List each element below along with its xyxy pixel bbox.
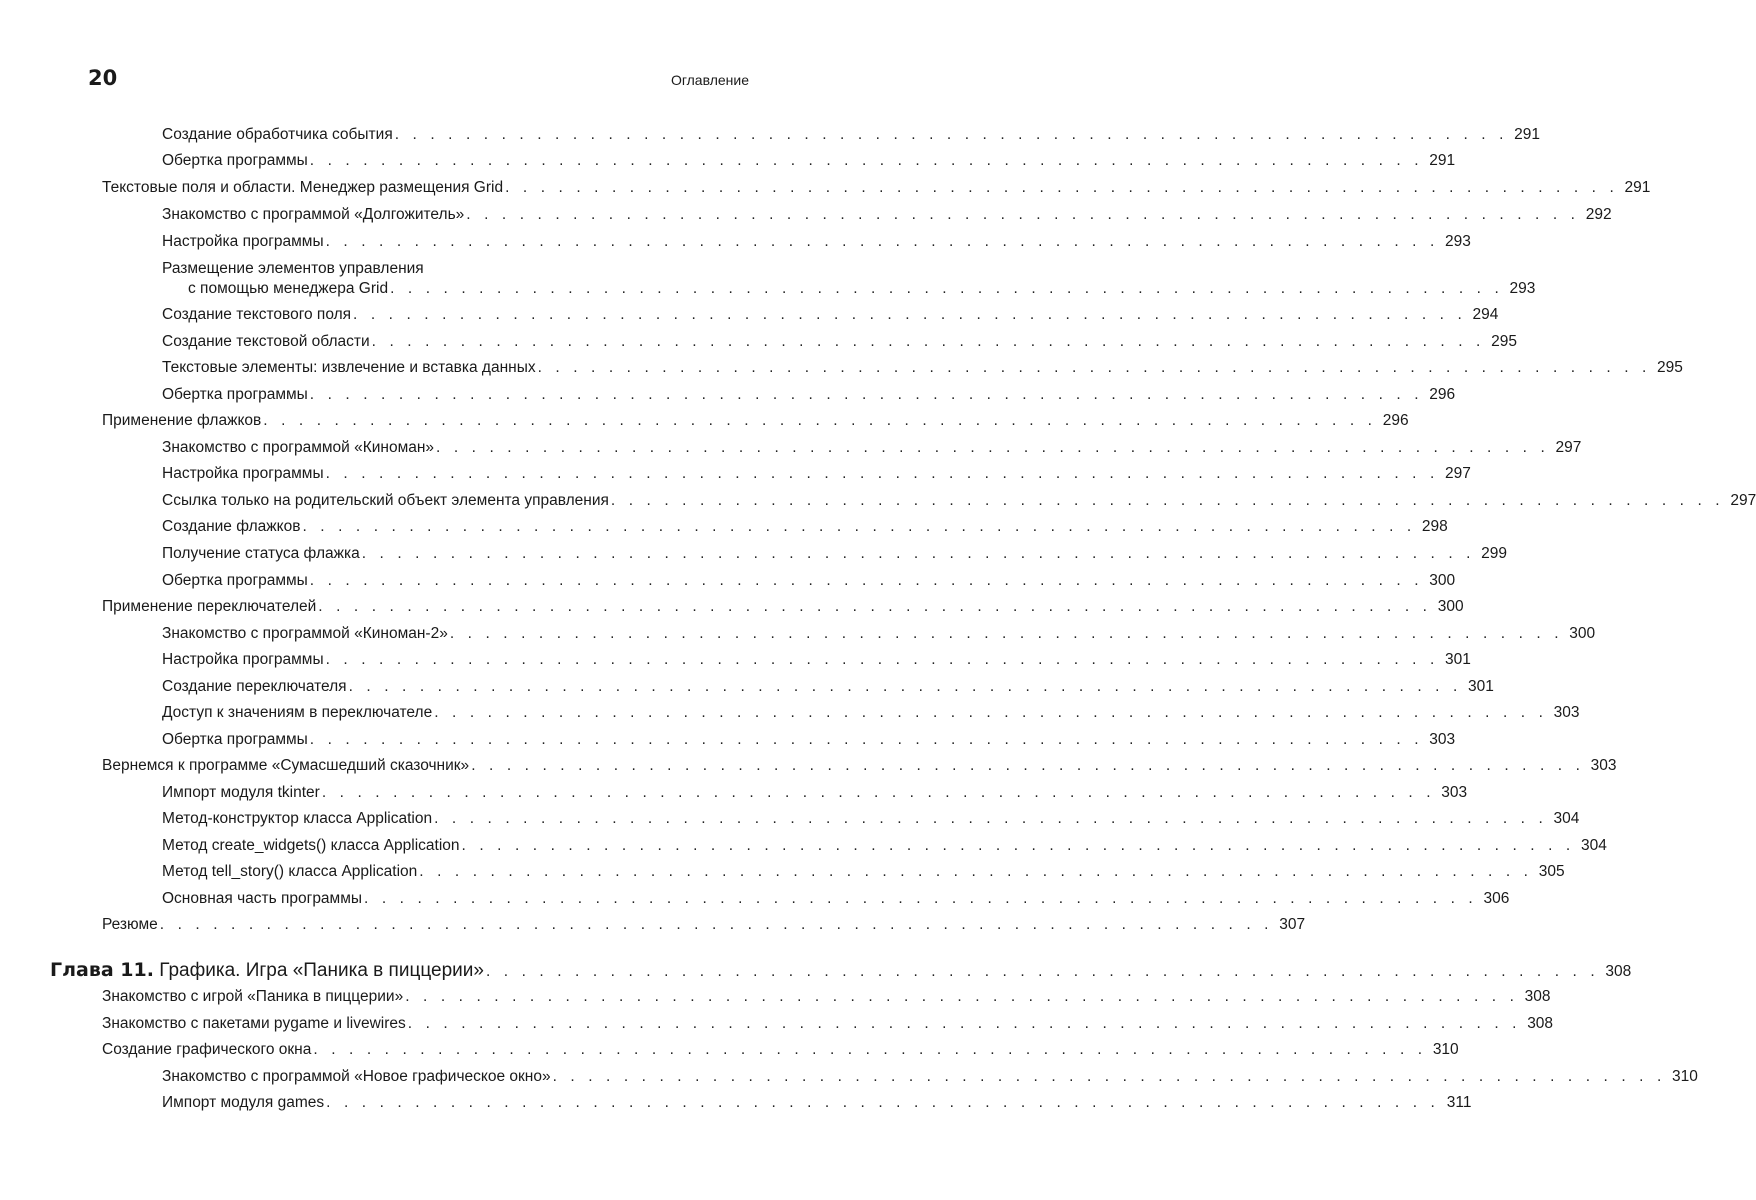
dot-leader: . . . . . . . . . . . . . . . . . . . . . . . . . . . . . . . . . . . . . . . . . . . . . . . . . . . . . . . . . . . . . . .: [449, 625, 1564, 642]
toc-entry[interactable]: Доступ к значениям в переключателе . . . . . . . . . . . . . . . . . . . . . . . . . . . . . . . . . . . . . . . . . . . . . . . . . . . . . . . . . . . . . . . 303: [162, 700, 749, 726]
dot-leader: . . . . . . . . . . . . . . . . . . . . . . . . . . . . . . . . . . . . . . . . . . . . . . . . . . . . . . . . . . . . . . .: [318, 598, 1432, 615]
page-ref: 295: [1657, 359, 1683, 376]
toc-entry[interactable]: Обертка программы . . . . . . . . . . . . . . . . . . . . . . . . . . . . . . . . . . . . . . . . . . . . . . . . . . . . . . . . . . . . . . . 300: [162, 568, 749, 594]
page-number: 20: [88, 66, 118, 90]
dot-leader: . . . . . . . . . . . . . . . . . . . . . . . . . . . . . . . . . . . . . . . . . . . . . . . . . . . . . . . . . . . . . . .: [348, 678, 1462, 695]
toc-entry[interactable]: Текстовые элементы: извлечение и вставка данных . . . . . . . . . . . . . . . . . . . . . . . . . . . . . . . . . . . . . . . . . . . . . . . . . . . . . . . . . . . . . . . 295: [162, 355, 749, 381]
toc-entry[interactable]: Основная часть программы . . . . . . . . . . . . . . . . . . . . . . . . . . . . . . . . . . . . . . . . . . . . . . . . . . . . . . . . . . . . . . . 306: [162, 886, 749, 912]
toc-entry[interactable]: с помощью менеджера Grid . . . . . . . . . . . . . . . . . . . . . . . . . . . . . . . . . . . . . . . . . . . . . . . . . . . . . . . . . . . . . . . 293: [188, 276, 749, 302]
page-ref: 303: [1553, 704, 1580, 721]
page-ref: 308: [1605, 963, 1632, 980]
dot-leader: . . . . . . . . . . . . . . . . . . . . . . . . . . . . . . . . . . . . . . . . . . . . . . . . . . . . . . . . . . . . . . .: [405, 988, 1519, 1005]
dot-leader: . . . . . . . . . . . . . . . . . . . . . . . . . . . . . . . . . . . . . . . . . . . . . . . . . . . . . . . . . . . . . . .: [407, 1015, 1522, 1032]
toc-section[interactable]: Создание графического окна . . . . . . . . . . . . . . . . . . . . . . . . . . . . . . . . . . . . . . . . . . . . . . . . . . . . . . . . . . . . . . . 310: [102, 1037, 749, 1063]
toc-entry[interactable]: Обертка программы . . . . . . . . . . . . . . . . . . . . . . . . . . . . . . . . . . . . . . . . . . . . . . . . . . . . . . . . . . . . . . . 303: [162, 727, 749, 753]
toc-entry[interactable]: Метод create_widgets() класса Application . . . . . . . . . . . . . . . . . . . . . . . . . . . . . . . . . . . . . . . . . . . . . . . . . . . . . . . . . . . . . . . 304: [162, 833, 749, 859]
toc-entry[interactable]: Настройка программы . . . . . . . . . . . . . . . . . . . . . . . . . . . . . . . . . . . . . . . . . . . . . . . . . . . . . . . . . . . . . . . 293: [162, 229, 749, 255]
toc-entry[interactable]: Импорт модуля games . . . . . . . . . . . . . . . . . . . . . . . . . . . . . . . . . . . . . . . . . . . . . . . . . . . . . . . . . . . . . . . 311: [162, 1090, 749, 1116]
toc-chapter[interactable]: [50, 956, 1632, 984]
page-ref: 296: [1382, 412, 1409, 429]
page-ref: 304: [1580, 837, 1607, 854]
toc-section[interactable]: Резюме . . . . . . . . . . . . . . . . . . . . . . . . . . . . . . . . . . . . . . . . . . . . . . . . . . . . . . . . . . . . . . . 307: [102, 912, 749, 938]
page-ref: 294: [1472, 306, 1499, 323]
page-ref: 296: [1429, 386, 1456, 403]
toc-entry[interactable]: Получение статуса флажка . . . . . . . . . . . . . . . . . . . . . . . . . . . . . . . . . . . . . . . . . . . . . . . . . . . . . . . . . . . . . . . 299: [162, 541, 749, 567]
page-ref: 300: [1437, 598, 1464, 615]
page-ref: 299: [1481, 545, 1508, 562]
page-ref: 303: [1441, 784, 1468, 801]
dot-leader: . . . . . . . . . . . . . . . . . . . . . . . . . . . . . . . . . . . . . . . . . . . . . . . . . . . . . . . . . . . . . . .: [610, 492, 1725, 509]
page-ref: 307: [1279, 916, 1306, 933]
page-ref: 306: [1483, 890, 1510, 907]
toc-entry[interactable]: Настройка программы . . . . . . . . . . . . . . . . . . . . . . . . . . . . . . . . . . . . . . . . . . . . . . . . . . . . . . . . . . . . . . . 297: [162, 461, 749, 487]
page-ref: 311: [1446, 1094, 1472, 1111]
page-ref: 298: [1421, 518, 1448, 535]
toc-entry[interactable]: Создание текстового поля . . . . . . . . . . . . . . . . . . . . . . . . . . . . . . . . . . . . . . . . . . . . . . . . . . . . . . . . . . . . . . . 294: [162, 302, 749, 328]
dot-leader: . . . . . . . . . . . . . . . . . . . . . . . . . . . . . . . . . . . . . . . . . . . . . . . . . . . . . . . . . . . . . . .: [390, 280, 1504, 297]
dot-leader: . . . . . . . . . . . . . . . . . . . . . . . . . . . . . . . . . . . . . . . . . . . . . . . . . . . . . . . . . . . . . . .: [309, 731, 1424, 748]
dot-leader: . . . . . . . . . . . . . . . . . . . . . . . . . . . . . . . . . . . . . . . . . . . . . . . . . . . . . . . . . . . . . . .: [552, 1068, 1666, 1085]
page-ref: 297: [1555, 439, 1582, 456]
page-ref: 293: [1445, 233, 1471, 250]
dot-leader: . . . . . . . . . . . . . . . . . . . . . . . . . . . . . . . . . . . . . . . . . . . . . . . . . . . . . . . . . . . . . . .: [326, 1094, 1440, 1111]
page-ref: 308: [1527, 1015, 1554, 1032]
dot-leader: . . . . . . . . . . . . . . . . . . . . . . . . . . . . . . . . . . . . . . . . . . . . . . . . . . . . . . . . . . . . . . .: [371, 333, 1485, 350]
page-ref: 297: [1730, 492, 1756, 509]
page-ref: 297: [1445, 465, 1471, 482]
page-ref: 304: [1553, 810, 1580, 827]
toc-section[interactable]: Знакомство с игрой «Паника в пиццерии» . . . . . . . . . . . . . . . . . . . . . . . . . . . . . . . . . . . . . . . . . . . . . . . . . . . . . . . . . . . . . . . 308: [102, 984, 749, 1010]
toc-entry[interactable]: Знакомство с программой «Долгожитель» . . . . . . . . . . . . . . . . . . . . . . . . . . . . . . . . . . . . . . . . . . . . . . . . . . . . . . . . . . . . . . . 292: [162, 202, 749, 228]
chapter-title: Графика. Игра «Паника в пиццерии»: [159, 960, 484, 981]
dot-leader: . . . . . . . . . . . . . . . . . . . . . . . . . . . . . . . . . . . . . . . . . . . . . . . . . . . . . . . . . . . . . . .: [309, 572, 1424, 589]
page-ref: 291: [1429, 152, 1456, 169]
dot-leader: . . . . . . . . . . . . . . . . . . . . . . . . . . . . . . . . . . . . . . . . . . . . . . . . . . . . . . . . . . . . . . .: [325, 233, 1439, 250]
running-head: Оглавление: [670, 72, 749, 88]
toc-section[interactable]: Применение переключателей . . . . . . . . . . . . . . . . . . . . . . . . . . . . . . . . . . . . . . . . . . . . . . . . . . . . . . . . . . . . . . . 300: [102, 594, 749, 620]
toc-entry-line1[interactable]: Размещение элементов управления: [162, 260, 424, 277]
page-ref: 295: [1491, 333, 1517, 350]
toc-entry[interactable]: Знакомство с программой «Новое графическое окно» . . . . . . . . . . . . . . . . . . . . . . . . . . . . . . . . . . . . . . . . . . . . . . . . . . . . . . . . . . . . . . . 310: [162, 1064, 749, 1090]
page-ref: 310: [1672, 1068, 1698, 1085]
page-ref: 293: [1509, 280, 1536, 297]
toc-section[interactable]: Применение флажков . . . . . . . . . . . . . . . . . . . . . . . . . . . . . . . . . . . . . . . . . . . . . . . . . . . . . . . . . . . . . . . 296: [102, 408, 749, 434]
dot-leader: . . . . . . . . . . . . . . . . . . . . . . . . . . . . . . . . . . . . . . . . . . . . . . . . . . . . . . . . . . . . . . .: [325, 465, 1439, 482]
dot-leader: . . . . . . . . . . . . . . . . . . . . . . . . . . . . . . . . . . . . . . . . . . . . . . . . . . . . . . . . . . . . . . .: [321, 784, 1436, 801]
toc-section[interactable]: Текстовые поля и области. Менеджер размещения Grid . . . . . . . . . . . . . . . . . . . . . . . . . . . . . . . . . . . . . . . . . . . . . . . . . . . . . . . . . . . . . . . 291: [102, 175, 749, 201]
dot-leader: . . . . . . . . . . . . . . . . . . . . . . . . . . . . . . . . . . . . . . . . . . . . . . . . . . . . . . . . . . . . . . .: [361, 545, 1476, 562]
dot-leader: . . . . . . . . . . . . . . . . . . . . . . . . . . . . . . . . . . . . . . . . . . . . . . . . . . . . . . . . . . . . . . .: [466, 206, 1580, 223]
page-ref: 310: [1432, 1041, 1459, 1058]
chapter-label: Глава 11.: [50, 959, 154, 981]
toc-entry[interactable]: Знакомство с программой «Киноман» . . . . . . . . . . . . . . . . . . . . . . . . . . . . . . . . . . . . . . . . . . . . . . . . . . . . . . . . . . . . . . . 297: [162, 435, 749, 461]
page-ref: 301: [1445, 651, 1471, 668]
page-ref: 291: [1514, 126, 1541, 143]
dot-leader: . . . . . . . . . . . . . . . . . . . . . . . . . . . . . . . . . . . . . . . . . . . . . . . . . . . . . . . . . . . . . . .: [419, 863, 1533, 880]
toc-entry[interactable]: Импорт модуля tkinter . . . . . . . . . . . . . . . . . . . . . . . . . . . . . . . . . . . . . . . . . . . . . . . . . . . . . . . . . . . . . . . 303: [162, 780, 749, 806]
dot-leader: . . . . . . . . . . . . . . . . . . . . . . . . . . . . . . . . . . . . . . . . . . . . . . . . . . . . . . . . . . . . . . .: [471, 757, 1585, 774]
toc-section[interactable]: Вернемся к программе «Сумасшедший сказочник» . . . . . . . . . . . . . . . . . . . . . . . . . . . . . . . . . . . . . . . . . . . . . . . . . . . . . . . . . . . . . . . 303: [102, 753, 749, 779]
dot-leader: . . . . . . . . . . . . . . . . . . . . . . . . . . . . . . . . . . . . . . . . . . . . . . . . . . . . . . . . . . . . . . .: [461, 837, 1575, 854]
dot-leader: . . . . . . . . . . . . . . . . . . . . . . . . . . . . . . . . . . . . . . . . . . . . . . . . . . . . . . . . . . . . . . .: [159, 916, 1274, 933]
page-ref: 303: [1590, 757, 1617, 774]
page-ref: 300: [1429, 572, 1456, 589]
dot-leader: . . . . . . . . . . . . . . . . . . . . . . . . . . . . . . . . . . . . . . . . . . . . . . . . . . . . . . . . . . . . . . .: [353, 306, 1467, 323]
toc-entry[interactable]: Настройка программы . . . . . . . . . . . . . . . . . . . . . . . . . . . . . . . . . . . . . . . . . . . . . . . . . . . . . . . . . . . . . . . 301: [162, 647, 749, 673]
toc-entry[interactable]: Ссылка только на родительский объект элемента управления . . . . . . . . . . . . . . . . . . . . . . . . . . . . . . . . . . . . . . . . . . . . . . . . . . . . . . . . . . . . . . . 297: [162, 488, 749, 514]
dot-leader: . . . . . . . . . . . . . . . . . . . . . . . . . . . . . . . . . . . . . . . . . . . . . . . . . . . . . . . . . . . . . . .: [434, 704, 1548, 721]
page-ref: 303: [1429, 731, 1456, 748]
page-ref: 301: [1468, 678, 1494, 695]
toc-section[interactable]: Знакомство с пакетами pygame и livewires . . . . . . . . . . . . . . . . . . . . . . . . . . . . . . . . . . . . . . . . . . . . . . . . . . . . . . . . . . . . . . . 308: [102, 1011, 749, 1037]
dot-leader: . . . . . . . . . . . . . . . . . . . . . . . . . . . . . . . . . . . . . . . . . . . . . . . . . . . . . . . . . . . . . . .: [309, 386, 1424, 403]
dot-leader: . . . . . . . . . . . . . . . . . . . . . . . . . . . . . . . . . . . . . . . . . . . . . . . . . . . . . . . . . . . . . . .: [364, 890, 1478, 907]
dot-leader: . . . . . . . . . . . . . . . . . . . . . . . . . . . . . . . . . . . . . . . . . . . . . . . . . . . . . . . . . . . . . . .: [436, 439, 1550, 456]
dot-leader: . . . . . . . . . . . . . . . . . . . . . . . . . . . . . . . . . . . . . . . . . . . . . . . . . . . . . . . . . . . . . . .: [485, 963, 1600, 980]
toc-entry[interactable]: Создание флажков . . . . . . . . . . . . . . . . . . . . . . . . . . . . . . . . . . . . . . . . . . . . . . . . . . . . . . . . . . . . . . . 298: [162, 514, 749, 540]
toc-entry[interactable]: Метод-конструктор класса Application . . . . . . . . . . . . . . . . . . . . . . . . . . . . . . . . . . . . . . . . . . . . . . . . . . . . . . . . . . . . . . . 304: [162, 806, 749, 832]
toc-entry[interactable]: Создание переключателя . . . . . . . . . . . . . . . . . . . . . . . . . . . . . . . . . . . . . . . . . . . . . . . . . . . . . . . . . . . . . . . 301: [162, 674, 749, 700]
toc-entry[interactable]: Создание текстовой области . . . . . . . . . . . . . . . . . . . . . . . . . . . . . . . . . . . . . . . . . . . . . . . . . . . . . . . . . . . . . . . 295: [162, 329, 749, 355]
page-ref: 300: [1569, 625, 1596, 642]
toc-entry[interactable]: Обертка программы . . . . . . . . . . . . . . . . . . . . . . . . . . . . . . . . . . . . . . . . . . . . . . . . . . . . . . . . . . . . . . . 291: [162, 148, 749, 174]
toc-entry[interactable]: Метод tell_story() класса Application . . . . . . . . . . . . . . . . . . . . . . . . . . . . . . . . . . . . . . . . . . . . . . . . . . . . . . . . . . . . . . . 305: [162, 859, 749, 885]
page-ref: 305: [1538, 863, 1565, 880]
page-ref: 292: [1585, 206, 1612, 223]
dot-leader: . . . . . . . . . . . . . . . . . . . . . . . . . . . . . . . . . . . . . . . . . . . . . . . . . . . . . . . . . . . . . . .: [309, 152, 1424, 169]
dot-leader: . . . . . . . . . . . . . . . . . . . . . . . . . . . . . . . . . . . . . . . . . . . . . . . . . . . . . . . . . . . . . . .: [434, 810, 1548, 827]
dot-leader: . . . . . . . . . . . . . . . . . . . . . . . . . . . . . . . . . . . . . . . . . . . . . . . . . . . . . . . . . . . . . . .: [313, 1041, 1427, 1058]
toc-entry[interactable]: Знакомство с программой «Киноман-2» . . . . . . . . . . . . . . . . . . . . . . . . . . . . . . . . . . . . . . . . . . . . . . . . . . . . . . . . . . . . . . . 300: [162, 621, 749, 647]
page-ref: 308: [1524, 988, 1551, 1005]
toc-entry[interactable]: Обертка программы . . . . . . . . . . . . . . . . . . . . . . . . . . . . . . . . . . . . . . . . . . . . . . . . . . . . . . . . . . . . . . . 296: [162, 382, 749, 408]
dot-leader: . . . . . . . . . . . . . . . . . . . . . . . . . . . . . . . . . . . . . . . . . . . . . . . . . . . . . . . . . . . . . . .: [302, 518, 1416, 535]
dot-leader: . . . . . . . . . . . . . . . . . . . . . . . . . . . . . . . . . . . . . . . . . . . . . . . . . . . . . . . . . . . . . . .: [537, 359, 1651, 376]
dot-leader: . . . . . . . . . . . . . . . . . . . . . . . . . . . . . . . . . . . . . . . . . . . . . . . . . . . . . . . . . . . . . . .: [505, 179, 1619, 196]
dot-leader: . . . . . . . . . . . . . . . . . . . . . . . . . . . . . . . . . . . . . . . . . . . . . . . . . . . . . . . . . . . . . . .: [325, 651, 1439, 668]
dot-leader: . . . . . . . . . . . . . . . . . . . . . . . . . . . . . . . . . . . . . . . . . . . . . . . . . . . . . . . . . . . . . . .: [263, 412, 1377, 429]
page-ref: 291: [1624, 179, 1651, 196]
dot-leader: . . . . . . . . . . . . . . . . . . . . . . . . . . . . . . . . . . . . . . . . . . . . . . . . . . . . . . . . . . . . . . .: [394, 126, 1509, 143]
toc-entry[interactable]: Создание обработчика события . . . . . . . . . . . . . . . . . . . . . . . . . . . . . . . . . . . . . . . . . . . . . . . . . . . . . . . . . . . . . . . 291: [162, 122, 749, 148]
